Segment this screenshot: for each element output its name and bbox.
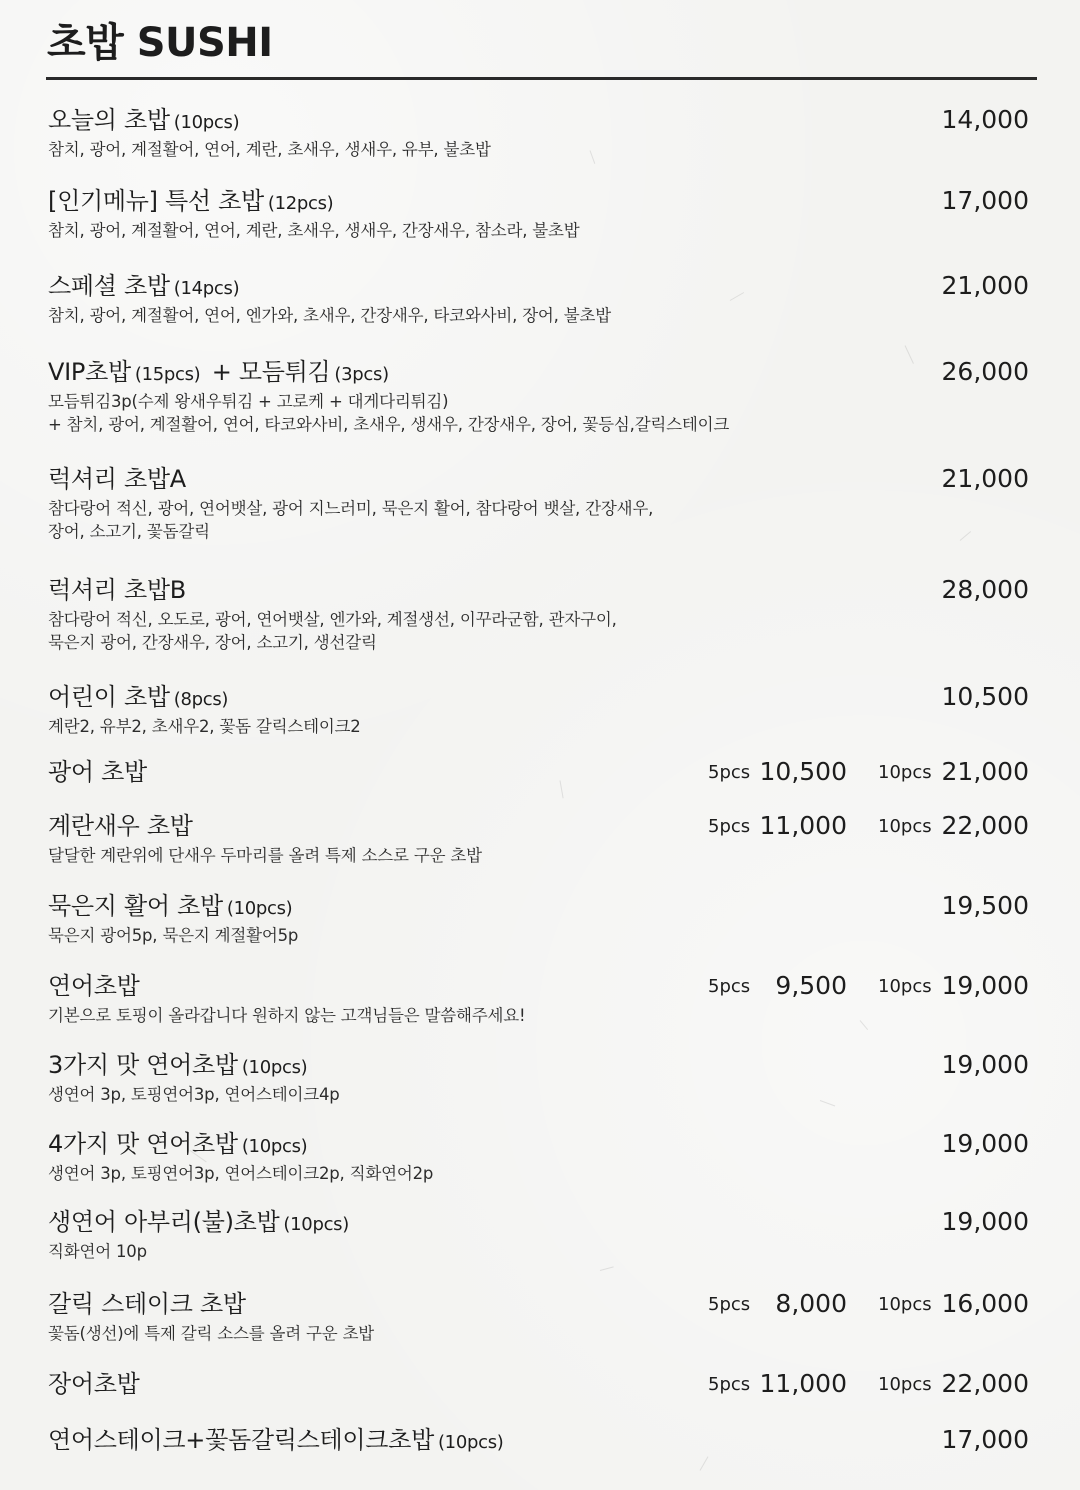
item-description-line: 묵은지 광어, 간장새우, 장어, 소고기, 생선갈릭 xyxy=(48,633,377,652)
item-piece-count: (12pcs) xyxy=(267,193,334,214)
item-name xyxy=(48,574,186,606)
item-description-line: 참치, 광어, 계절활어, 연어, 엔가와, 초새우, 간장새우, 타코와사비, 장어, 불초밥 xyxy=(48,306,611,325)
item-description-line: 달달한 계란위에 단새우 두마리를 올려 특제 소스로 구운 초밥 xyxy=(48,846,482,865)
item-name-text: 럭셔리 초밥A xyxy=(48,465,186,493)
item-name xyxy=(48,1128,307,1163)
item-price: 19,000 xyxy=(941,1129,1029,1158)
item-piece-count: (15pcs) xyxy=(134,364,201,385)
item-price: 21,000 xyxy=(941,464,1029,493)
item-description-line: 참다랑어 적신, 광어, 연어뱃살, 광어 지느러미, 묵은지 활어, 참다랑어 뱃살, 간장새우, xyxy=(48,499,654,518)
item-piece-count: (10pcs) xyxy=(173,112,240,133)
item-description-line: 생연어 3p, 토핑연어3p, 연어스테이크2p, 직화연어2p xyxy=(48,1164,434,1183)
item-name-text: 광어 초밥 xyxy=(48,758,147,786)
item-price: 28,000 xyxy=(941,575,1029,604)
item-name xyxy=(48,463,186,495)
item-description-line: 생연어 3p, 토핑연어3p, 연어스테이크4p xyxy=(48,1085,340,1104)
item-description xyxy=(48,138,491,161)
item-name-addon: + 모듬튀김 xyxy=(204,358,331,386)
item-description-line: 묵은지 광어5p, 묵은지 계절활어5p xyxy=(48,926,299,945)
option-price: 8,000 xyxy=(775,1289,847,1318)
item-description-line: 꽃돔(생선)에 특제 갈릭 소스를 올려 구운 초밥 xyxy=(48,1324,375,1343)
item-description-line: + 참치, 광어, 계절활어, 연어, 타코와사비, 초새우, 생새우, 간장새우, 장어, 꽃등심,갈릭스테이크 xyxy=(48,415,730,434)
paper-fiber xyxy=(560,780,564,798)
option-size-label: 5pcs xyxy=(708,976,751,997)
item-name xyxy=(48,810,193,842)
item-description xyxy=(48,390,729,436)
item-name xyxy=(48,756,147,788)
option-size-label: 10pcs xyxy=(878,1374,932,1395)
item-name-text: 스페셜 초밥 xyxy=(48,272,170,300)
option-size-label: 5pcs xyxy=(708,1374,751,1395)
paper-fiber xyxy=(700,1456,709,1470)
item-description xyxy=(48,497,653,543)
item-description-line: 직화연어 10p xyxy=(48,1242,147,1261)
item-name-text: 연어스테이크+꽃돔갈릭스테이크초밥 xyxy=(48,1426,434,1454)
item-description xyxy=(48,924,298,947)
item-name xyxy=(48,1049,307,1084)
option-size-label: 5pcs xyxy=(708,816,751,837)
item-description-line: 계란2, 유부2, 초새우2, 꽃돔 갈릭스테이크2 xyxy=(48,717,361,736)
item-description xyxy=(48,715,361,738)
option-price: 11,000 xyxy=(759,1369,847,1398)
item-description-line: 기본으로 토핑이 올라갑니다 원하지 않는 고객님들은 말씀해주세요! xyxy=(48,1006,526,1025)
option-size-label: 10pcs xyxy=(878,816,932,837)
item-name xyxy=(48,356,389,391)
item-name-text: 오늘의 초밥 xyxy=(48,106,170,134)
option-size-label: 10pcs xyxy=(878,976,932,997)
item-piece-count: (8pcs) xyxy=(173,689,229,710)
item-name xyxy=(48,270,239,305)
item-description xyxy=(48,1240,147,1263)
item-price: 21,000 xyxy=(941,271,1029,300)
item-name-text: 계란새우 초밥 xyxy=(48,812,193,840)
item-name-text: 장어초밥 xyxy=(48,1370,140,1398)
item-name xyxy=(48,681,228,716)
item-addon-piece-count: (3pcs) xyxy=(334,364,389,385)
item-description xyxy=(48,608,617,654)
item-name-text: 럭셔리 초밥B xyxy=(48,576,186,604)
paper-fiber xyxy=(905,345,914,364)
item-description xyxy=(48,1083,340,1106)
item-name-text: 연어초밥 xyxy=(48,972,140,1000)
item-name-text: VIP초밥 xyxy=(48,358,131,386)
item-price: 19,000 xyxy=(941,1050,1029,1079)
item-name xyxy=(48,104,239,139)
item-description-line: 모듬튀김3p(수제 왕새우튀김 + 고로케 + 대게다리튀김) xyxy=(48,392,449,411)
item-name-text: 어린이 초밥 xyxy=(48,683,170,711)
item-description xyxy=(48,304,611,327)
option-price: 21,000 xyxy=(941,757,1029,786)
option-size-label: 5pcs xyxy=(708,762,751,783)
item-piece-count: (14pcs) xyxy=(173,278,240,299)
paper-fiber xyxy=(960,531,971,541)
option-price: 9,500 xyxy=(775,971,847,1000)
option-price: 22,000 xyxy=(941,811,1029,840)
item-name xyxy=(48,185,333,220)
item-name xyxy=(48,1206,349,1241)
item-price: 26,000 xyxy=(941,357,1029,386)
option-price: 22,000 xyxy=(941,1369,1029,1398)
option-size-label: 10pcs xyxy=(878,762,932,783)
item-name-text: [인기메뉴] 특선 초밥 xyxy=(48,187,264,215)
item-name xyxy=(48,1288,246,1320)
item-piece-count: (10pcs) xyxy=(437,1432,504,1453)
title-divider xyxy=(46,77,1037,80)
paper-fiber xyxy=(590,150,596,163)
item-description-line: 장어, 소고기, 꽃돔갈릭 xyxy=(48,522,210,541)
item-price: 17,000 xyxy=(941,186,1029,215)
item-name-text: 갈릭 스테이크 초밥 xyxy=(48,1290,246,1318)
item-piece-count: (10pcs) xyxy=(241,1057,308,1078)
item-price: 10,500 xyxy=(941,682,1029,711)
item-piece-count: (10pcs) xyxy=(241,1136,308,1157)
item-description-line: 참치, 광어, 계절활어, 연어, 계란, 초새우, 생새우, 유부, 불초밥 xyxy=(48,140,491,159)
item-name-text: 묵은지 활어 초밥 xyxy=(48,892,223,920)
item-description xyxy=(48,1004,525,1027)
item-piece-count: (10pcs) xyxy=(283,1214,349,1235)
item-description-line: 참치, 광어, 계절활어, 연어, 계란, 초새우, 생새우, 간장새우, 참소라, 불초밥 xyxy=(48,221,580,240)
option-price: 10,500 xyxy=(759,757,847,786)
paper-fiber xyxy=(730,292,744,301)
option-price: 16,000 xyxy=(941,1289,1029,1318)
item-description xyxy=(48,1322,374,1345)
item-price: 19,500 xyxy=(941,891,1029,920)
option-size-label: 10pcs xyxy=(878,1294,932,1315)
paper-fiber xyxy=(600,1266,614,1271)
paper-fiber xyxy=(860,1020,868,1030)
item-description xyxy=(48,844,482,867)
item-price: 19,000 xyxy=(941,1207,1029,1236)
item-name-text: 4가지 맛 연어초밥 xyxy=(48,1130,238,1158)
paper-fiber xyxy=(820,1100,835,1106)
item-name xyxy=(48,1424,504,1459)
item-description-line: 참다랑어 적신, 오도로, 광어, 연어뱃살, 엔가와, 계절생선, 이꾸라군함, 관자구이, xyxy=(48,610,617,629)
item-description xyxy=(48,1162,433,1185)
option-price: 19,000 xyxy=(941,971,1029,1000)
item-price: 17,000 xyxy=(941,1425,1029,1454)
item-name xyxy=(48,1368,140,1400)
menu-title: 초밥 SUSHI xyxy=(47,20,273,66)
item-name xyxy=(48,890,292,925)
item-description xyxy=(48,219,580,242)
item-name-text: 3가지 맛 연어초밥 xyxy=(48,1051,238,1079)
item-piece-count: (10pcs) xyxy=(226,898,293,919)
item-name-text: 생연어 아부리(불)초밥 xyxy=(48,1208,280,1236)
item-price: 14,000 xyxy=(941,105,1029,134)
option-size-label: 5pcs xyxy=(708,1294,751,1315)
item-name xyxy=(48,970,140,1002)
option-price: 11,000 xyxy=(759,811,847,840)
